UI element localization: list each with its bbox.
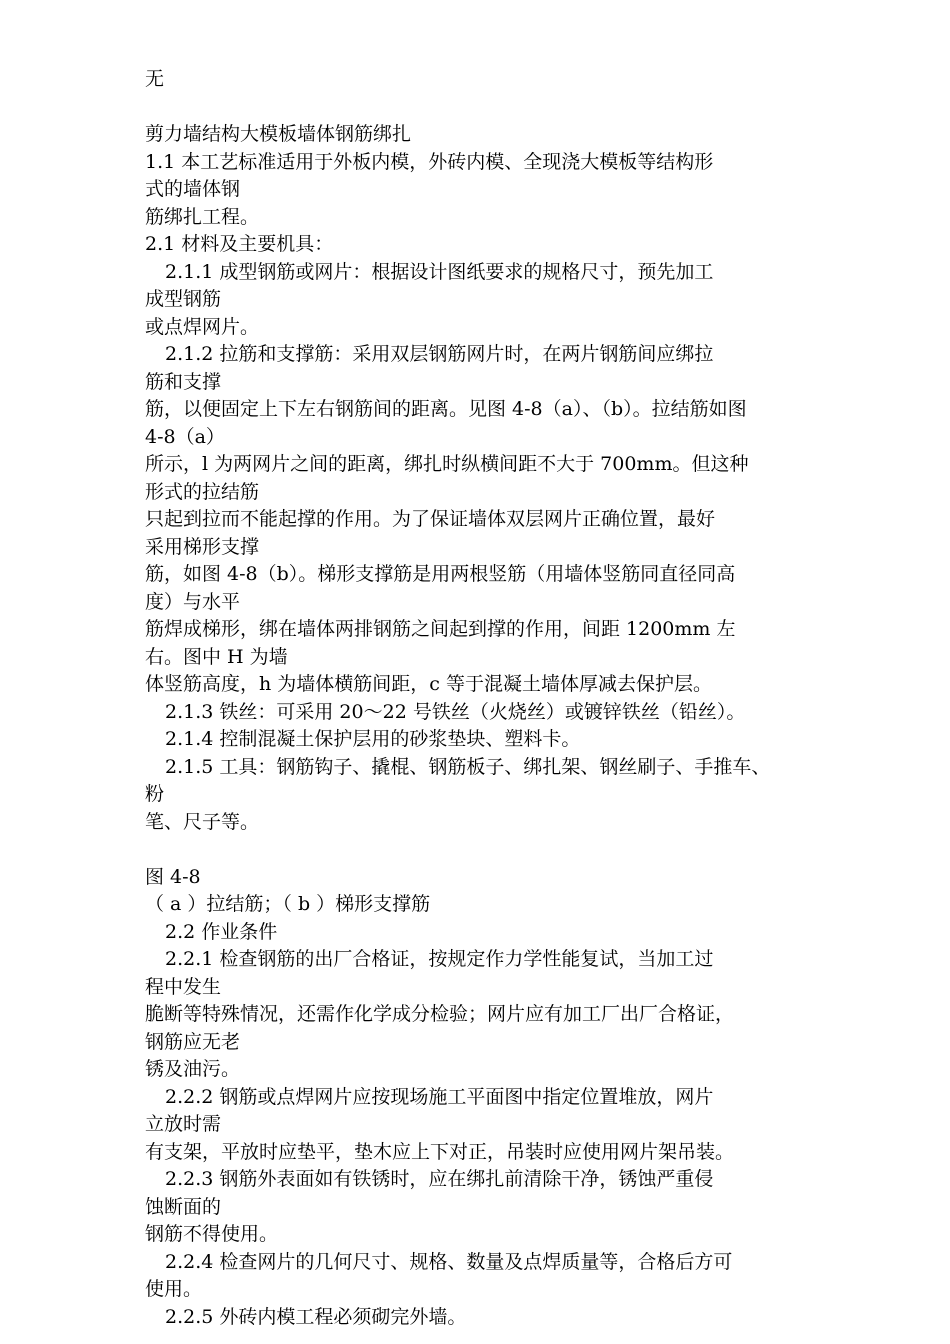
- text-line: 2.2.1 检查钢筋的出厂合格证，按规定作力学性能复试，当加工过: [165, 948, 714, 970]
- text-line: 2.2.5 外砖内模工程必须砌完外墙。: [165, 1305, 467, 1328]
- text-line: 程中发生: [145, 975, 222, 998]
- text-line: 度）与水平: [145, 590, 241, 613]
- section-materials: [145, 149, 815, 837]
- text-line: 或点焊网片。: [145, 315, 260, 338]
- text-line: 筋绑扎工程。: [145, 205, 260, 228]
- header-text: 无: [145, 68, 165, 90]
- text-line: 2.1.3 铁丝：可采用 20～22 号铁丝（火烧丝）或镀锌铁丝（铅丝）。: [165, 700, 746, 723]
- text-line: 1.1 本工艺标准适用于外板内模，外砖内模、全现浇大模板等结构形: [145, 150, 714, 173]
- section-work-conditions: [145, 919, 815, 1332]
- text-line: 2.2.3 钢筋外表面如有铁锈时，应在绑扎前清除干净，锈蚀严重侵: [165, 1168, 714, 1190]
- text-line: 脆断等特殊情况，还需作化学成分检验；网片应有加工厂出厂合格证，: [145, 1003, 735, 1025]
- text-line: 所示，l 为两网片之间的距离，绑扎时纵横间距不大于 700mm。但这种: [145, 453, 749, 475]
- text-line: 筋，以便固定上下左右钢筋间的距离。见图 4-8（a）、（b）。拉结筋如图: [145, 398, 747, 420]
- blank-line: [145, 836, 815, 864]
- text-line: 钢筋不得使用。: [145, 1223, 279, 1245]
- document-page: [145, 66, 815, 1331]
- text-line: 2.2.4 检查网片的几何尺寸、规格、数量及点焊质量等，合格后方可: [165, 1250, 733, 1273]
- document-title: 剪力墙结构大模板墙体钢筋绑扎: [145, 123, 412, 145]
- text-line: 使用。: [145, 1278, 203, 1300]
- text-line: 4-8（a）: [145, 425, 225, 448]
- text-line: 2.1 材料及主要机具：: [145, 233, 334, 255]
- text-line: 有支架，平放时应垫平，垫木应上下对正，吊装时应使用网片架吊装。: [145, 1140, 735, 1163]
- text-line: 蚀断面的: [145, 1195, 222, 1218]
- text-line: 2.2.2 钢筋或点焊网片应按现场施工平面图中指定位置堆放，网片: [165, 1085, 714, 1108]
- text-line: 筋和支撑: [145, 370, 222, 393]
- text-line: 右。图中 H 为墙: [145, 645, 288, 668]
- text-line: 只起到拉而不能起撑的作用。为了保证墙体双层网片正确位置，最好: [145, 508, 716, 530]
- text-line: 采用梯形支撑: [145, 535, 260, 558]
- text-line: 立放时需: [145, 1113, 222, 1135]
- text-line: 粉: [145, 783, 165, 805]
- text-line: 锈及油污。: [145, 1058, 241, 1080]
- text-line: 2.2 作业条件: [165, 920, 278, 943]
- text-line: 笔、尺子等。: [145, 810, 260, 833]
- blank-line: [145, 94, 815, 122]
- text-line: 筋焊成梯形，绑在墙体两排钢筋之间起到撑的作用，间距 1200mm 左: [145, 618, 736, 640]
- text-line: 成型钢筋: [145, 288, 222, 310]
- text-line: 2.1.4 控制混凝土保护层用的砂浆垫块、塑料卡。: [165, 728, 581, 750]
- text-line: 形式的拉结筋: [145, 480, 260, 503]
- figure-label: 图 4-8: [145, 865, 201, 888]
- text-line: 2.1.2 拉筋和支撑筋：采用双层钢筋网片时，在两片钢筋间应绑拉: [165, 343, 714, 365]
- text-line: 式的墙体钢: [145, 178, 241, 200]
- text-line: 2.1.5 工具：钢筋钩子、撬棍、钢筋板子、绑扎架、钢丝刷子、手推车、: [165, 755, 771, 778]
- text-line: 筋，如图 4-8（b）。梯形支撑筋是用两根竖筋（用墙体竖筋同直径同高: [145, 563, 736, 585]
- text-line: 体竖筋高度，h 为墙体横筋间距，c 等于混凝土墙体厚减去保护层。: [145, 673, 712, 695]
- figure-caption: （ a ）拉结筋；（ b ）梯形支撑筋: [145, 893, 431, 915]
- text-line: 钢筋应无老: [145, 1030, 241, 1053]
- text-line: 2.1.1 成型钢筋或网片：根据设计图纸要求的规格尺寸，预先加工: [165, 260, 714, 283]
